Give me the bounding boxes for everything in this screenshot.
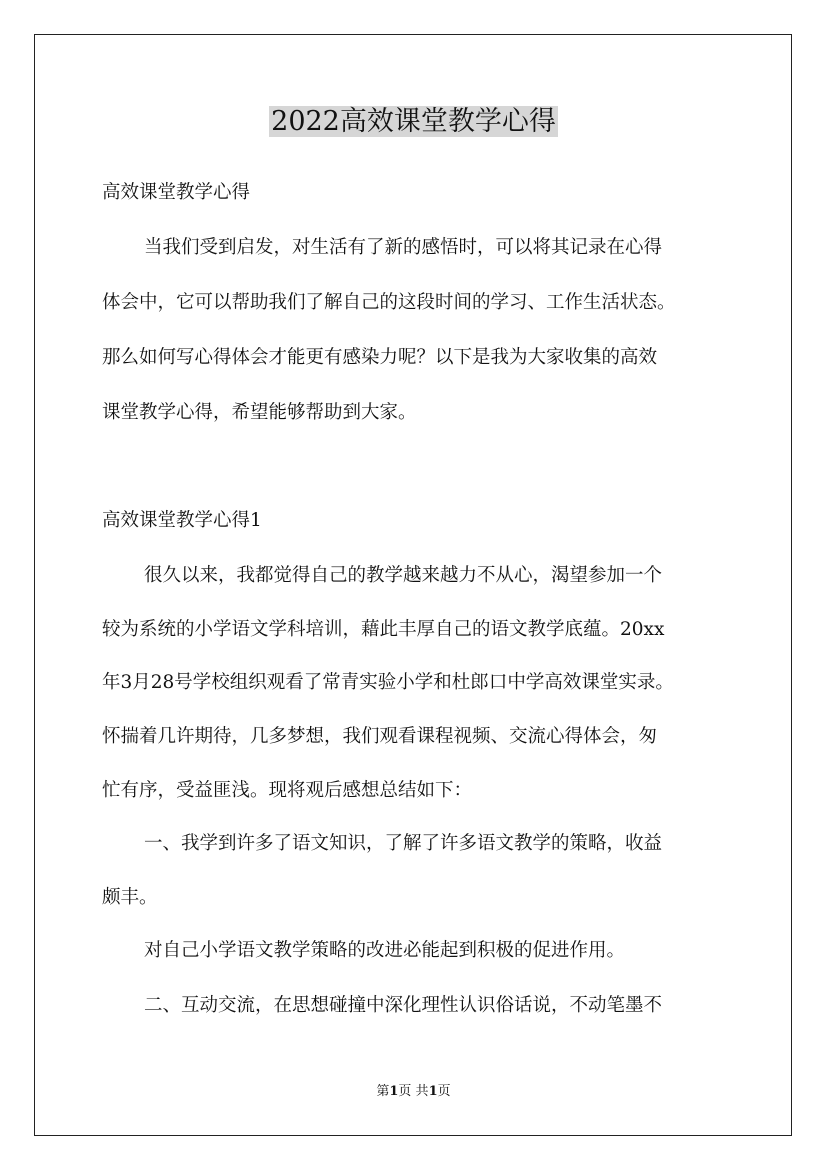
paragraph-line: 对自己小学语文教学策略的改进必能起到积极的促进作用。	[144, 940, 626, 961]
footer-prefix: 第	[376, 1084, 390, 1099]
paragraph-line: 怀揣着几许期待，几多梦想，我们观看课程视频、交流心得体会，匆	[102, 726, 658, 747]
paragraph-line: 忙有序，受益匪浅。现将观后感想总结如下：	[102, 780, 473, 801]
footer-middle: 页 共	[398, 1084, 429, 1099]
paragraph-line: 二、互动交流，在思想碰撞中深化理性认识俗话说，不动笔墨不	[144, 995, 663, 1016]
paragraph-line: 当我们受到启发，对生活有了新的感悟时，可以将其记录在心得	[144, 237, 663, 258]
section-heading: 高效课堂教学心得	[102, 182, 251, 203]
paragraph-line: 年3月28号学校组织观看了常青实验小学和杜郎口中学高效课堂实录。	[102, 672, 674, 693]
paragraph-line: 体会中，它可以帮助我们了解自己的这段时间的学习、工作生活状态。	[102, 292, 676, 313]
paragraph-line: 很久以来，我都觉得自己的教学越来越力不从心，渴望参加一个	[144, 565, 663, 586]
footer-total-pages: 1	[428, 1084, 438, 1099]
document-title: 2022高效课堂教学心得	[271, 106, 556, 137]
paragraph-line: 颇丰。	[102, 887, 158, 908]
page-footer	[0, 1082, 827, 1102]
footer-page-number: 1	[389, 1084, 399, 1099]
paragraph-line: 较为系统的小学语文学科培训，藉此丰厚自己的语文教学底蕴。20xx	[102, 619, 665, 640]
footer-suffix: 页	[437, 1084, 451, 1099]
paragraph-line: 课堂教学心得，希望能够帮助到大家。	[102, 402, 417, 423]
section-heading: 高效课堂教学心得1	[102, 510, 262, 531]
paragraph-line: 那么如何写心得体会才能更有感染力呢？以下是我为大家收集的高效	[102, 347, 658, 368]
paragraph-line: 一、我学到许多了语文知识，了解了许多语文教学的策略，收益	[144, 833, 663, 854]
